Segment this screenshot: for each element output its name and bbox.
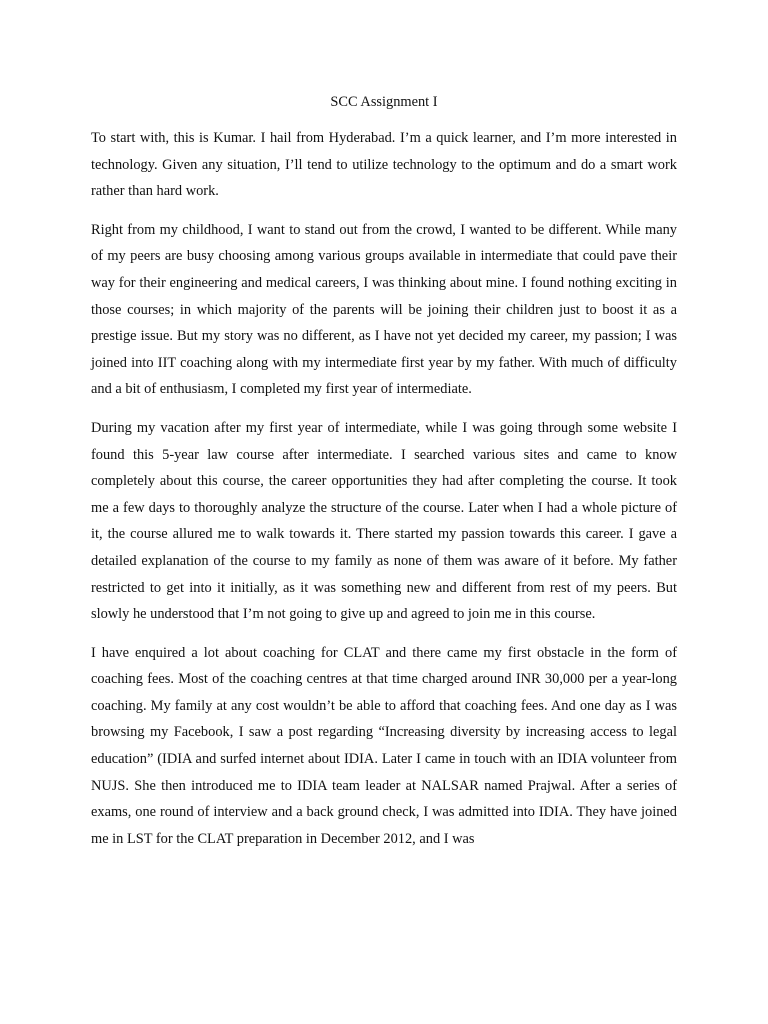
document-body bbox=[91, 93, 677, 864]
paragraph-childhood: Right from my childhood, I want to stand out from the crowd, I wanted to be different. While many of my peers are busy choosing among various groups available in intermediate that could pave their way for their engineering and medical careers, I was thinking about mine. I found nothing exciting in those courses; in which majority of the parents will be joining their children just to boost it as a prestige issue. But my story was no different, as I have not yet decided my career, my passion; I was joined into IIT coaching along with my intermediate first year by my father. With much of difficulty and a bit of enthusiasm, I completed my first year of intermediate. bbox=[91, 221, 677, 398]
paragraph-introduction: To start with, this is Kumar. I hail from Hyderabad. I’m a quick learner, and I’m more interested in technology. Given any situation, I’ll tend to utilize technology to the optimum and do a smart work rather than hard work. bbox=[91, 130, 677, 200]
paragraph-vacation: During my vacation after my first year of intermediate, while I was going through some website I found this 5-year law course after intermediate. I searched various sites and came to know completely about this course, the career opportunities they had after completing the course. It took me a few days to thoroughly analyze the structure of the course. Later when I had a whole picture of it, the course allured me to walk towards it. There started my passion towards this career. I gave a detailed explanation of the course to my family as none of them was aware of it before. My father restricted to get into it initially, as it was something new and different from rest of my peers. But slowly he understood that I’m not going to give up and agreed to join me in this course. bbox=[91, 419, 677, 623]
paragraph-coaching: I have enquired a lot about coaching for CLAT and there came my first obstacle in the form of coaching fees. Most of the coaching centres at that time charged around INR 30,000 per a year-long coaching. My family at any cost wouldn’t be able to afford that coaching fees. And one day as I was browsing my Facebook, I saw a post regarding “Increasing diversity by increasing access to legal education” (IDIA and surfed internet about IDIA. Later I came in touch with an IDIA volunteer from NUJS. She then introduced me to IDIA team leader at NALSAR named Prajwal. After a series of exams, one round of interview and a back ground check, I was admitted into IDIA. They have joined me in LST for the CLAT preparation in December 2012, and I was bbox=[91, 644, 677, 847]
document-title: SCC Assignment I bbox=[330, 94, 438, 110]
